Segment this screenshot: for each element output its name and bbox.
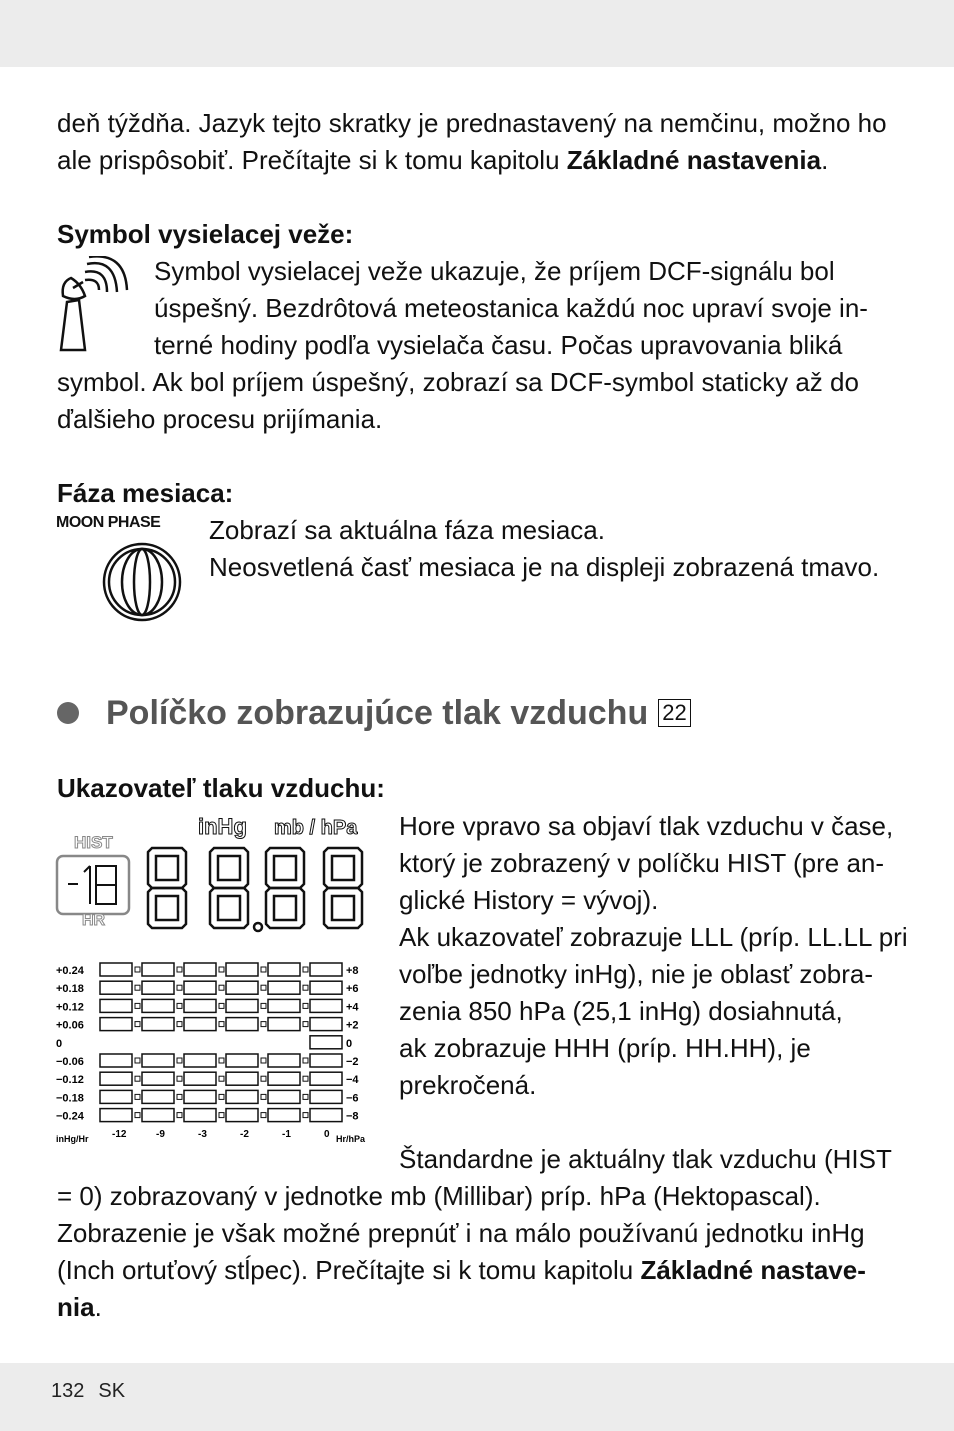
history-bar-segment [226,1109,258,1122]
history-bar-segment [310,1072,342,1085]
history-bar-separator [219,967,224,972]
tick-right: −6 [346,1092,359,1105]
pressure-line: prekročená. [399,1070,537,1100]
std-line-4 [57,1252,866,1289]
history-bar-segment [184,981,216,994]
history-bar-segment [226,1072,258,1085]
tick-left: +0.12 [56,1001,84,1014]
hr-label: HR [82,912,106,929]
tick-left: +0.18 [56,983,84,996]
history-bar-segment [268,963,300,976]
tower-line-3: terné hodiny podľa vysielača času. Počas upravovania bliká [154,330,843,360]
history-bar-separator [303,1094,308,1099]
tick-right: +4 [346,1001,359,1014]
history-bar-separator [303,985,308,990]
history-bar-separator [261,985,266,990]
pressure-line: Hore vpravo sa objaví tlak vzduchu v čase, [399,811,894,841]
tick-bottom: 0 [324,1128,330,1140]
history-bar-separator [303,1058,308,1063]
history-bar-segment [268,1109,300,1122]
intro-link-basic-settings: Základné nastavenia [566,145,822,175]
history-bar-separator [261,1022,266,1027]
hist-box [57,856,129,914]
history-bar-separator [135,1094,140,1099]
history-bar-segment [100,1090,132,1103]
history-bar-segment [310,1036,342,1049]
moon-phase-icon [100,540,184,624]
std-line-3: Zobrazenie je však možné prepnúť i na málo používanú jednotku inHg [57,1218,865,1248]
section-title [57,690,691,736]
history-bar-separator [219,1058,224,1063]
history-bar-segment [100,1072,132,1085]
history-bar-segment [100,1054,132,1067]
figure-ref: 22 [658,699,690,727]
history-bar-separator [177,1113,182,1118]
history-bar-separator [303,1113,308,1118]
pressure-digits [148,848,362,931]
pressure-line: glické History = vývoj). [399,885,659,915]
history-bar-segment [100,963,132,976]
history-bar-separator [219,1094,224,1099]
history-bar-segment [268,999,300,1012]
history-bar-segment [142,999,174,1012]
page-number: 132 [51,1380,85,1402]
tick-left: −0.12 [56,1074,84,1087]
history-bar-separator [177,967,182,972]
history-bar-separator [177,985,182,990]
history-bar-separator [177,1022,182,1027]
history-bar-separator [219,1113,224,1118]
tick-left: −0.18 [56,1092,84,1105]
history-bar-separator [261,1076,266,1081]
history-bar-separator [135,1058,140,1063]
history-bar-segment [142,1054,174,1067]
tick-right: −2 [346,1056,359,1068]
history-bar-segment [184,963,216,976]
history-bar-segment [142,1090,174,1103]
history-bar-separator [303,1076,308,1081]
pressure-history-bars [100,963,342,1122]
history-bar-segment [184,1109,216,1122]
history-bar-separator [261,1094,266,1099]
hist-label: HIST [74,833,113,852]
history-bar-segment [310,1054,342,1067]
tower-heading: Symbol vysielacej veže: [57,219,354,249]
history-bar-separator [135,985,140,990]
tower-line-4: symbol. Ak bol príjem úspešný, zobrazí sa DCF-symbol staticky až do [57,367,859,397]
moon-line-1: Zobrazí sa aktuálna fáza mesiaca. [209,515,605,545]
history-bar-separator [261,1003,266,1008]
footer-bar [0,1363,954,1431]
pressure-line: ktorý je zobrazený v políčku HIST (pre an- [399,848,885,878]
history-bar-separator [135,1076,140,1081]
std-line-2: = 0) zobrazovaný v jednotke mb (Millibar) príp. hPa (Hektopascal). [57,1181,821,1211]
history-bar-segment [310,1090,342,1103]
intro-line-1: deň týždňa. Jazyk tejto skratky je prednastavený na nemčinu, možno ho [57,108,887,138]
tick-bottom: -9 [156,1128,165,1140]
history-bar-segment [184,1090,216,1103]
pressure-line: Ak ukazovateľ zobrazuje LLL (príp. LL.LL pri [399,922,908,952]
unit-mb-hpa: mb / hPa [274,817,358,839]
history-bar-segment [268,1090,300,1103]
history-bar-separator [177,1058,182,1063]
history-bar-segment [184,1072,216,1085]
std-period: . [94,1292,102,1322]
history-bar-separator [261,1058,266,1063]
tick-left: −0.24 [56,1110,84,1123]
intro-line-2 [57,142,828,179]
history-bar-segment [226,1054,258,1067]
tick-bottom: -2 [240,1128,249,1140]
history-bar-separator [135,1022,140,1027]
moon-heading: Fáza mesiaca: [57,478,234,508]
footer [51,1380,139,1403]
std-line-5 [57,1289,102,1326]
history-bar-segment [142,981,174,994]
history-bar-separator [219,1076,224,1081]
tick-left: 0 [56,1037,63,1050]
history-bar-segment [268,1018,300,1031]
history-bar-segment [268,1072,300,1085]
tick-bottom: -12 [112,1128,127,1140]
history-bar-segment [226,981,258,994]
intro-text: ale prispôsobiť. Prečítajte si k tomu kapitolu [57,145,567,175]
tower-line-5: ďalšieho procesu prijímania. [57,404,383,434]
history-bar-segment [100,1018,132,1031]
history-bar-separator [219,1022,224,1027]
std-link-basic-settings-end: nia [57,1292,95,1322]
bullet-icon [57,702,79,724]
history-bar-segment [100,1109,132,1122]
history-bar-segment [310,1109,342,1122]
history-bar-separator [177,1076,182,1081]
pressure-heading: Ukazovateľ tlaku vzduchu: [57,773,385,803]
tick-left: +0.24 [56,965,84,977]
history-bar-separator [303,967,308,972]
history-bar-separator [219,1003,224,1008]
tower-line-1: Symbol vysielacej veže ukazuje, že príjem DCF-signálu bol [154,256,835,286]
history-bar-segment [226,963,258,976]
history-bar-segment [184,1018,216,1031]
axis-label-left: inHg/Hr [56,1134,89,1144]
history-bar-separator [177,1003,182,1008]
section-title-text: Políčko zobrazujúce tlak vzduchu [106,693,649,732]
history-bar-segment [310,981,342,994]
hist-digits [68,866,116,904]
axis-label-right: Hr/hPa [336,1134,366,1144]
history-bar-segment [100,981,132,994]
history-bar-separator [261,1113,266,1118]
tick-left: −0.06 [56,1056,84,1068]
history-bar-segment [142,1109,174,1122]
history-bar-separator [135,1113,140,1118]
tick-left: +0.06 [56,1019,84,1032]
pressure-line: ak zobrazuje HHH (príp. HH.HH), je [399,1033,811,1063]
tick-bottom: -1 [282,1128,291,1140]
tick-bottom: -3 [198,1128,207,1140]
radio-tower-icon [55,256,130,352]
history-bar-separator [219,985,224,990]
pressure-lcd-illustration [54,808,376,1154]
history-bar-segment [100,999,132,1012]
history-bar-segment [226,1090,258,1103]
history-bar-segment [310,999,342,1012]
intro-period: . [821,145,829,175]
history-bar-separator [261,967,266,972]
std-link-basic-settings: Základné nastave- [640,1255,866,1285]
tick-right: +2 [346,1019,359,1032]
pressure-line: voľbe jednotky inHg), nie je oblasť zobra- [399,959,874,989]
std-line-1: Štandardne je aktuálny tlak vzduchu (HIST [399,1144,892,1174]
unit-inhg: inHg [198,814,247,839]
history-bar-segment [142,963,174,976]
moon-line-2: Neosvetlená časť mesiaca je na displeji zobrazená tmavo. [209,552,880,582]
history-bar-segment [184,999,216,1012]
moon-phase-label: MOON PHASE [56,514,161,531]
history-bar-segment [184,1054,216,1067]
tick-right: −4 [346,1074,359,1087]
language-code: SK [98,1380,126,1402]
history-bar-segment [268,981,300,994]
tick-right: −8 [346,1110,359,1123]
top-bar [0,0,954,67]
tower-line-2: úspešný. Bezdrôtová meteostanica každú noc upraví svoje in- [154,293,868,323]
std-line-4-text: (Inch ortuťový stĺpec). Prečítajte si k tomu kapitolu [57,1255,641,1285]
tick-right: +8 [346,965,359,977]
history-bar-segment [142,1072,174,1085]
history-bar-separator [303,1022,308,1027]
history-bar-segment [226,1018,258,1031]
history-bar-segment [142,1018,174,1031]
history-bar-segment [310,963,342,976]
history-bar-separator [135,1003,140,1008]
tick-right: +6 [346,983,359,996]
history-bar-separator [135,967,140,972]
history-bar-segment [226,999,258,1012]
pressure-line: zenia 850 hPa (25,1 inHg) dosiahnutá, [399,996,843,1026]
history-bar-separator [303,1003,308,1008]
history-bar-separator [177,1094,182,1099]
tick-right: 0 [346,1037,353,1050]
history-bar-segment [268,1054,300,1067]
history-bar-segment [310,1018,342,1031]
